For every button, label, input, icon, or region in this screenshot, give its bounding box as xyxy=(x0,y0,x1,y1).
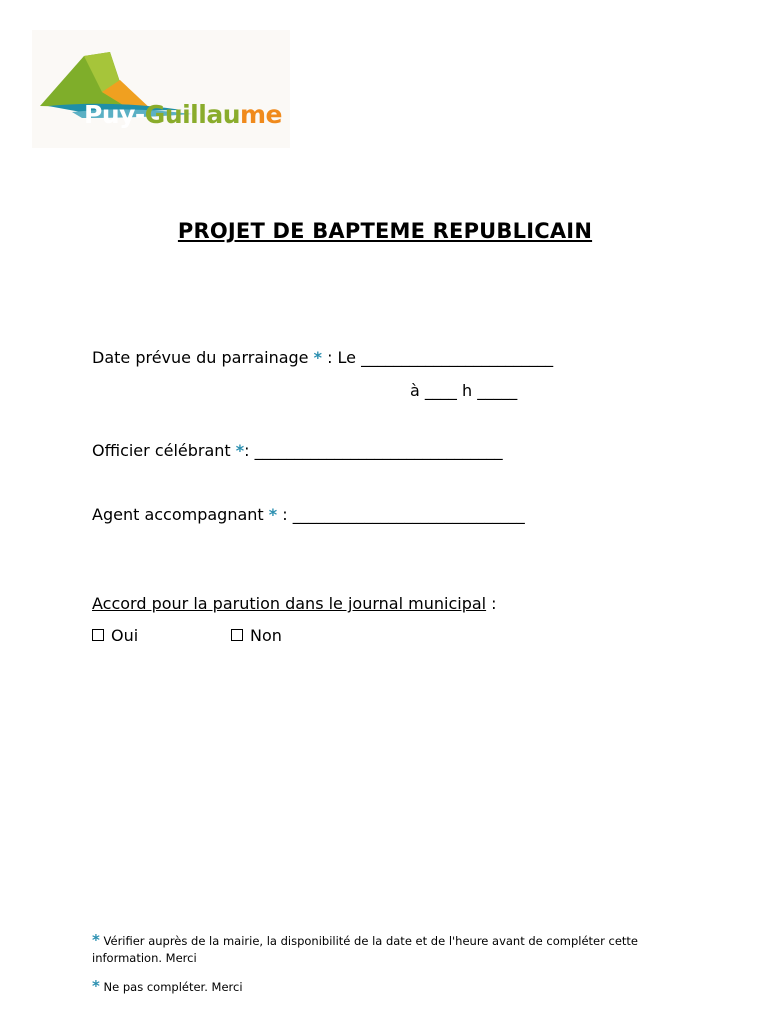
hour-blank[interactable]: ____ xyxy=(424,381,457,400)
footnote-star: * xyxy=(92,977,100,995)
agent-label: Agent accompagnant xyxy=(92,505,269,524)
hour-label: h xyxy=(456,381,478,400)
accord-label: Accord pour la parution dans le journal municipal xyxy=(92,594,487,613)
puy-guillaume-logo xyxy=(32,30,290,148)
officier-sep: : xyxy=(244,441,255,460)
checkbox-non[interactable] xyxy=(231,629,243,641)
officier-blank[interactable]: _______________________________ xyxy=(254,441,503,460)
footnote-2 xyxy=(92,977,243,995)
required-star: * xyxy=(313,348,322,367)
option-oui-label: Oui xyxy=(111,626,139,645)
time-a-label: à xyxy=(410,381,425,400)
footnote-1-line2: information. Merci xyxy=(92,951,197,965)
option-non-label: Non xyxy=(250,626,282,645)
required-star: * xyxy=(268,505,278,524)
accord-question xyxy=(92,594,497,613)
logo-graphic xyxy=(32,30,290,148)
footnote-2-text: Ne pas compléter. Merci xyxy=(99,980,243,994)
footnote-star: * xyxy=(92,931,100,949)
agent-sep: : xyxy=(277,505,293,524)
required-star: * xyxy=(235,441,245,460)
time-field-row xyxy=(410,381,517,400)
logo-text-guillau: Guillau xyxy=(144,100,240,129)
officier-label: Officier célébrant xyxy=(92,441,236,460)
agent-blank[interactable]: _____________________________ xyxy=(292,505,525,524)
page-title: PROJET DE BAPTEME REPUBLICAIN xyxy=(177,219,593,243)
logo-text-puy: Puy- xyxy=(84,100,145,129)
logo-text xyxy=(84,100,282,129)
minute-blank[interactable]: _____ xyxy=(477,381,518,400)
date-suffix: : Le xyxy=(321,348,362,367)
footnote-1-line1: Vérifier auprès de la mairie, la disponibilité de la date et de l'heure avant de compléter cette xyxy=(99,934,639,948)
date-label: Date prévue du parrainage xyxy=(92,348,309,367)
footnote-1 xyxy=(92,932,682,967)
checkbox-oui[interactable] xyxy=(92,629,104,641)
accord-suffix: : xyxy=(486,594,497,613)
officier-field-row xyxy=(92,441,503,460)
date-field-row xyxy=(92,348,553,367)
option-oui[interactable] xyxy=(92,626,138,645)
logo-text-me: me xyxy=(240,100,283,129)
option-non[interactable] xyxy=(231,626,282,645)
date-blank[interactable]: ________________________ xyxy=(361,348,554,367)
agent-field-row xyxy=(92,505,525,524)
